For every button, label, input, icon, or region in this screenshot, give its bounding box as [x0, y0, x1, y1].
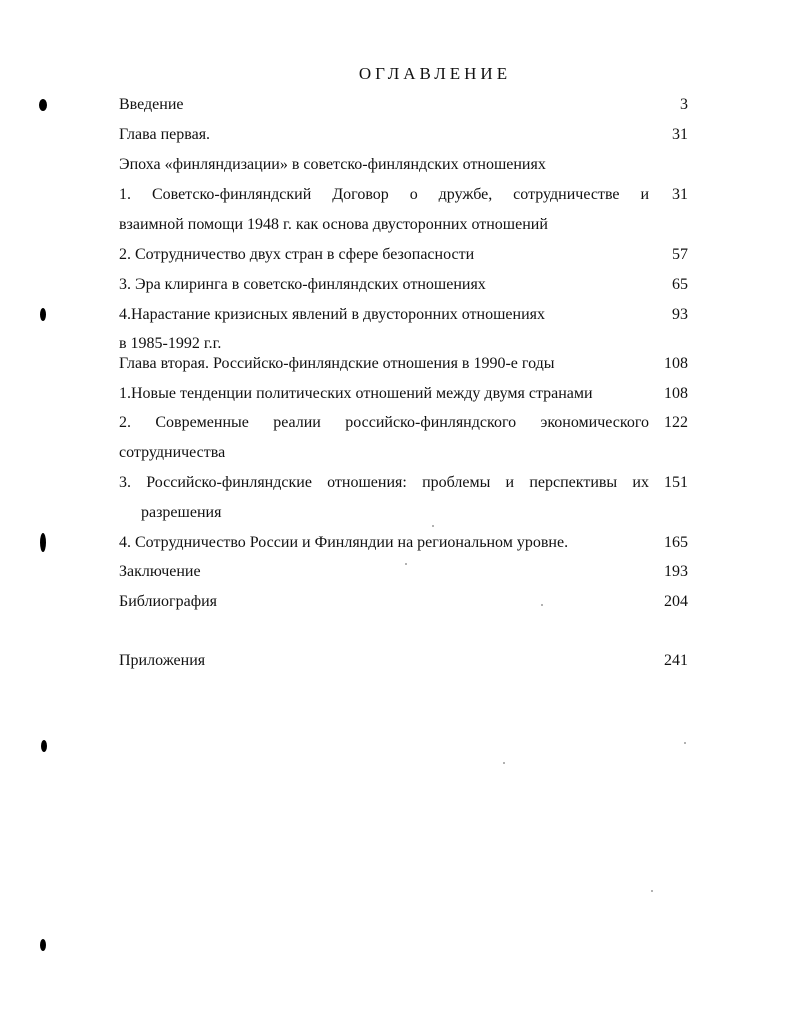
toc-entry-section-1-1	[119, 185, 649, 205]
toc-entry-section-2-4: 4. Сотрудничество России и Финляндии на региональном уровне.	[119, 534, 569, 551]
scan-speck	[684, 742, 686, 744]
toc-word: и	[640, 186, 649, 203]
toc-word: Советско-финляндский	[151, 186, 312, 203]
punch-hole-mark	[40, 308, 46, 321]
toc-entry-chapter-one-title: Эпоха «финляндизации» в советско-финляндских отношениях	[119, 156, 546, 173]
toc-page-number: 108	[664, 355, 688, 372]
punch-hole-mark	[41, 740, 47, 752]
punch-hole-mark	[40, 533, 46, 552]
punch-hole-mark	[39, 99, 47, 111]
toc-page-number: 57	[672, 246, 688, 263]
toc-word: перспективы	[529, 474, 618, 491]
toc-page-number: 241	[664, 652, 688, 669]
toc-word: экономического	[540, 414, 649, 431]
scan-speck	[651, 890, 653, 892]
toc-page-number: 204	[664, 593, 688, 610]
toc-entry-section-2-2-cont: сотрудничества	[119, 444, 226, 461]
toc-page-number: 31	[672, 126, 688, 143]
toc-word: 3.	[119, 474, 131, 491]
scan-speck	[405, 563, 407, 565]
toc-entry-chapter-one: Глава первая.	[119, 126, 211, 143]
toc-entry-section-1-4: 4.Нарастание кризисных явлений в двусторонних отношениях	[119, 306, 546, 323]
toc-entry-section-2-1: 1.Новые тенденции политических отношений между двумя странами	[119, 385, 593, 402]
toc-entry-section-1-1-cont: взаимной помощи 1948 г. как основа двусторонних отношений	[119, 216, 548, 233]
toc-page-number: 193	[664, 563, 688, 580]
toc-word: 2.	[119, 414, 131, 431]
toc-word: Российско-финляндские	[146, 474, 312, 491]
toc-word: Современные	[155, 414, 249, 431]
toc-page-number: 151	[664, 474, 688, 491]
toc-word: отношения:	[327, 474, 407, 491]
toc-word: проблемы	[422, 474, 491, 491]
toc-word: их	[632, 474, 649, 491]
toc-page-number: 165	[664, 534, 688, 551]
toc-word: и	[505, 474, 515, 491]
toc-entry-bibliography: Библиография	[119, 593, 217, 610]
toc-page-number: 65	[672, 276, 688, 293]
toc-word: сотрудничестве	[513, 186, 620, 203]
punch-hole-mark	[40, 939, 46, 951]
scan-speck	[432, 525, 434, 527]
toc-page-number: 3	[680, 96, 688, 113]
toc-entry-chapter-two: Глава вторая. Российско-финляндские отношения в 1990-е годы	[119, 355, 555, 372]
toc-title: ОГЛАВЛЕНИЕ	[358, 64, 512, 83]
toc-word: 1.	[119, 186, 131, 203]
toc-entry-section-2-2	[119, 413, 649, 433]
toc-word: дружбе,	[438, 186, 493, 203]
toc-entry-conclusion: Заключение	[119, 563, 201, 580]
toc-entry-section-1-4-cont: в 1985-1992 г.г.	[119, 335, 222, 352]
toc-word: Договор	[332, 186, 389, 203]
toc-page-number: 93	[672, 306, 688, 323]
toc-entry-section-2-3	[119, 473, 649, 493]
toc-page-number: 31	[672, 186, 688, 203]
scan-speck	[503, 762, 505, 764]
toc-entry-introduction: Введение	[119, 96, 184, 113]
toc-entry-section-1-3: 3. Эра клиринга в советско-финляндских отношениях	[119, 276, 486, 293]
toc-word: о	[409, 186, 418, 203]
toc-page-number: 122	[664, 414, 688, 431]
toc-page-number: 108	[664, 385, 688, 402]
toc-entry-section-1-2: 2. Сотрудничество двух стран в сфере безопасности	[119, 246, 475, 263]
toc-word: реалии	[273, 414, 321, 431]
toc-word: российско-финляндского	[345, 414, 517, 431]
scan-speck	[541, 604, 543, 606]
toc-entry-section-2-3-cont: разрешения	[141, 504, 222, 521]
toc-entry-appendices: Приложения	[119, 652, 206, 669]
